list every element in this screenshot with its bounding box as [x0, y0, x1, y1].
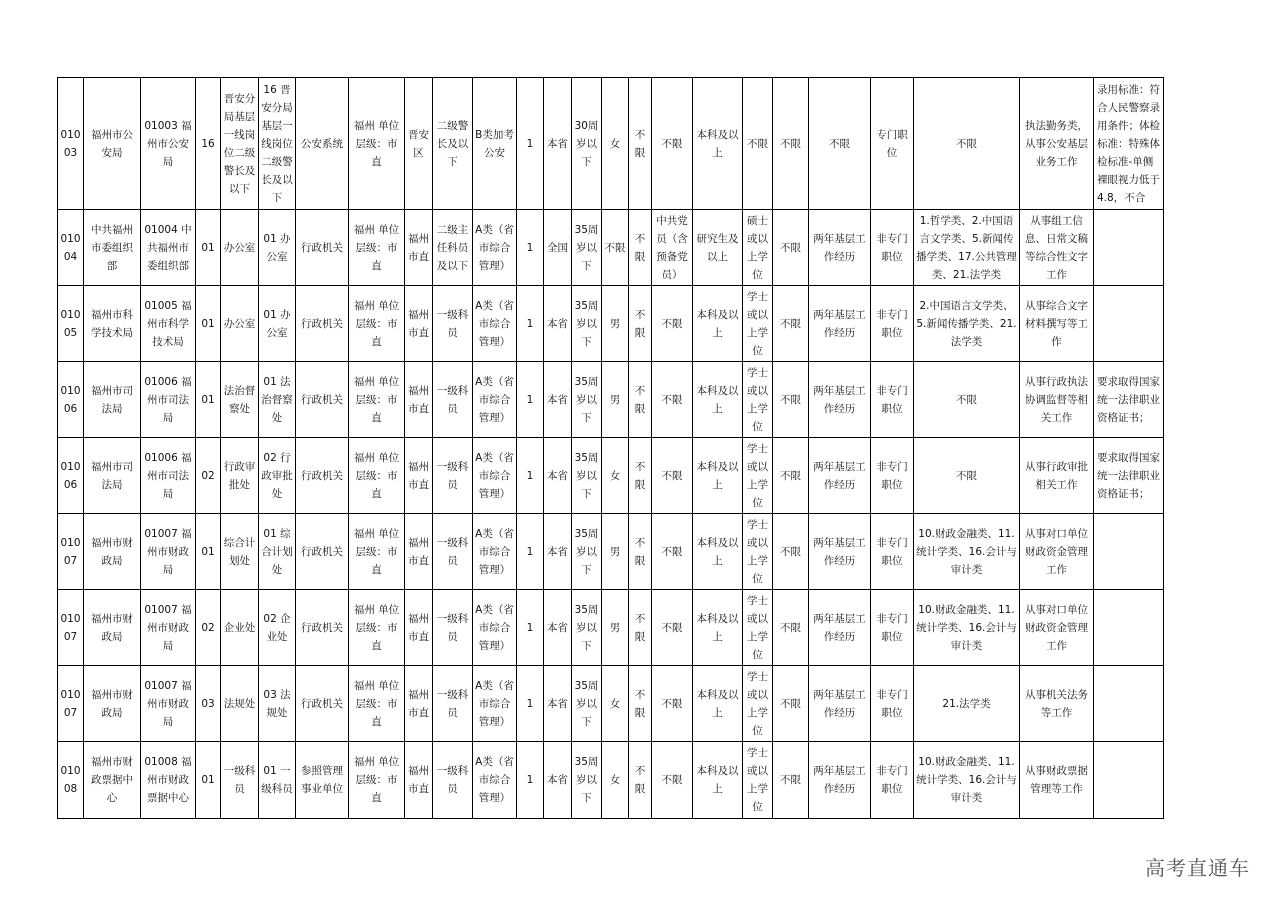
cell-work-location: 福州市直	[405, 514, 433, 590]
cell-ethnicity: 不限	[629, 438, 652, 514]
cell-code: 01005	[58, 286, 84, 362]
table-row	[58, 742, 1164, 819]
cell-headcount: 1	[517, 666, 544, 742]
cell-gender: 女	[602, 438, 629, 514]
cell-household: 本省	[544, 666, 572, 742]
cell-headcount: 1	[517, 742, 544, 819]
cell-headcount: 1	[517, 438, 544, 514]
cell-work-location: 福州市直	[405, 210, 433, 286]
cell-unit-level: 福州 单位层级：市直	[349, 590, 405, 666]
cell-position-name: 综合计划处	[221, 514, 259, 590]
cell-position-no: 02	[196, 438, 221, 514]
cell-remarks	[1094, 742, 1164, 819]
cell-gender: 女	[602, 78, 629, 210]
table-body	[58, 78, 1164, 819]
cell-position-code-name: 01 综合计划处	[259, 514, 296, 590]
cell-work-location: 福州市直	[405, 286, 433, 362]
cell-unit-level: 福州 单位层级：市直	[349, 438, 405, 514]
cell-position-no: 03	[196, 666, 221, 742]
cell-gender: 男	[602, 362, 629, 438]
cell-gender: 女	[602, 742, 629, 819]
cell-position-no: 01	[196, 514, 221, 590]
cell-work-location: 福州市直	[405, 438, 433, 514]
cell-degree: 学士或以上学位	[743, 514, 773, 590]
cell-experience: 两年基层工作经历	[809, 362, 871, 438]
cell-ethnicity: 不限	[629, 742, 652, 819]
cell-household: 本省	[544, 742, 572, 819]
cell-unit-level: 福州 单位层级：市直	[349, 666, 405, 742]
cell-unit-type: 行政机关	[296, 438, 349, 514]
cell-position-type: 非专门职位	[871, 286, 914, 362]
cell-rank: 一级科员	[433, 666, 473, 742]
cell-experience: 两年基层工作经历	[809, 666, 871, 742]
cell-major: 10.财政金融类、11.统计学类、16.会计与审计类	[914, 590, 1020, 666]
cell-exam-category: A类（省市综合管理）	[473, 514, 517, 590]
cell-exam-category: A类（省市综合管理）	[473, 210, 517, 286]
cell-code: 01004	[58, 210, 84, 286]
cell-education: 本科及以上	[693, 590, 743, 666]
cell-position-code-name: 02 企业处	[259, 590, 296, 666]
cell-gender: 男	[602, 590, 629, 666]
cell-graduate-type: 不限	[773, 590, 809, 666]
cell-ethnicity: 不限	[629, 286, 652, 362]
cell-exam-category: B类加考公安	[473, 78, 517, 210]
cell-position-name: 企业处	[221, 590, 259, 666]
cell-household: 本省	[544, 362, 572, 438]
cell-political-status: 不限	[652, 362, 693, 438]
cell-major: 10.财政金融类、11.统计学类、16.会计与审计类	[914, 514, 1020, 590]
cell-major: 10.财政金融类、11.统计学类、16.会计与审计类	[914, 742, 1020, 819]
cell-job-description: 从事对口单位财政资金管理工作	[1020, 590, 1094, 666]
cell-work-location: 晋安区	[405, 78, 433, 210]
cell-code: 01008	[58, 742, 84, 819]
cell-exam-category: A类（省市综合管理）	[473, 666, 517, 742]
cell-code: 01006	[58, 438, 84, 514]
cell-job-description: 从事行政审批相关工作	[1020, 438, 1094, 514]
cell-exam-category: A类（省市综合管理）	[473, 742, 517, 819]
cell-job-description: 从事财政票据管理等工作	[1020, 742, 1094, 819]
cell-gender: 不限	[602, 210, 629, 286]
cell-ethnicity: 不限	[629, 590, 652, 666]
cell-position-code-name: 02 行政审批处	[259, 438, 296, 514]
cell-position-name: 办公室	[221, 210, 259, 286]
cell-degree: 硕士或以上学位	[743, 210, 773, 286]
cell-graduate-type: 不限	[773, 78, 809, 210]
cell-unit-code-name: 01003 福州市公安局	[141, 78, 196, 210]
cell-political-status: 不限	[652, 286, 693, 362]
cell-major: 不限	[914, 438, 1020, 514]
cell-unit-level: 福州 单位层级：市直	[349, 742, 405, 819]
cell-age: 35周岁以下	[572, 362, 602, 438]
cell-education: 研究生及以上	[693, 210, 743, 286]
table-row	[58, 78, 1164, 210]
cell-rank: 二级主任科员及以下	[433, 210, 473, 286]
cell-job-description: 从事机关法务等工作	[1020, 666, 1094, 742]
cell-major: 2.中国语言文学类、5.新闻传播学类、21.法学类	[914, 286, 1020, 362]
cell-position-no: 02	[196, 590, 221, 666]
cell-unit-name: 福州市公安局	[84, 78, 141, 210]
cell-unit-level: 福州 单位层级：市直	[349, 78, 405, 210]
cell-ethnicity: 不限	[629, 362, 652, 438]
cell-household: 本省	[544, 438, 572, 514]
table-row	[58, 286, 1164, 362]
cell-job-description: 执法勤务类，从事公安基层业务工作	[1020, 78, 1094, 210]
cell-position-code-name: 01 法治督察处	[259, 362, 296, 438]
watermark: 高考直通车	[1145, 856, 1250, 880]
cell-exam-category: A类（省市综合管理）	[473, 590, 517, 666]
cell-political-status: 不限	[652, 742, 693, 819]
cell-unit-name: 福州市财政局	[84, 590, 141, 666]
cell-degree: 学士或以上学位	[743, 742, 773, 819]
cell-position-type: 非专门职位	[871, 514, 914, 590]
cell-rank: 一级科员	[433, 286, 473, 362]
cell-experience: 两年基层工作经历	[809, 210, 871, 286]
cell-position-type: 专门职位	[871, 78, 914, 210]
cell-unit-type: 行政机关	[296, 514, 349, 590]
cell-unit-type: 行政机关	[296, 590, 349, 666]
cell-headcount: 1	[517, 210, 544, 286]
cell-education: 本科及以上	[693, 666, 743, 742]
table-row	[58, 210, 1164, 286]
cell-unit-code-name: 01006 福州市司法局	[141, 362, 196, 438]
cell-rank: 一级科员	[433, 742, 473, 819]
cell-graduate-type: 不限	[773, 210, 809, 286]
cell-political-status: 不限	[652, 514, 693, 590]
cell-graduate-type: 不限	[773, 514, 809, 590]
table-row	[58, 590, 1164, 666]
cell-degree: 学士或以上学位	[743, 362, 773, 438]
cell-experience: 两年基层工作经历	[809, 742, 871, 819]
cell-rank: 一级科员	[433, 438, 473, 514]
cell-code: 01007	[58, 666, 84, 742]
cell-work-location: 福州市直	[405, 666, 433, 742]
cell-age: 35周岁以下	[572, 742, 602, 819]
cell-unit-name: 中共福州市委组织部	[84, 210, 141, 286]
cell-unit-name: 福州市财政局	[84, 514, 141, 590]
cell-age: 30周岁以下	[572, 78, 602, 210]
cell-unit-name: 福州市科学技术局	[84, 286, 141, 362]
cell-rank: 一级科员	[433, 514, 473, 590]
cell-degree: 不限	[743, 78, 773, 210]
cell-code: 01007	[58, 590, 84, 666]
cell-political-status: 不限	[652, 438, 693, 514]
cell-remarks: 要求取得国家统一法律职业资格证书；	[1094, 438, 1164, 514]
cell-major: 21.法学类	[914, 666, 1020, 742]
table-row	[58, 362, 1164, 438]
cell-age: 35周岁以下	[572, 286, 602, 362]
cell-ethnicity: 不限	[629, 210, 652, 286]
cell-experience: 两年基层工作经历	[809, 590, 871, 666]
cell-remarks	[1094, 514, 1164, 590]
cell-code: 01007	[58, 514, 84, 590]
cell-position-code-name: 01 办公室	[259, 286, 296, 362]
table-row	[58, 666, 1164, 742]
cell-job-description: 从事对口单位财政资金管理工作	[1020, 514, 1094, 590]
cell-age: 35周岁以下	[572, 666, 602, 742]
recruitment-table	[57, 77, 1164, 819]
cell-ethnicity: 不限	[629, 78, 652, 210]
cell-position-name: 法规处	[221, 666, 259, 742]
cell-headcount: 1	[517, 514, 544, 590]
table-row	[58, 514, 1164, 590]
cell-work-location: 福州市直	[405, 742, 433, 819]
cell-unit-code-name: 01006 福州市司法局	[141, 438, 196, 514]
cell-political-status: 不限	[652, 666, 693, 742]
cell-work-location: 福州市直	[405, 590, 433, 666]
cell-position-type: 非专门职位	[871, 590, 914, 666]
cell-age: 35周岁以下	[572, 514, 602, 590]
cell-remarks	[1094, 666, 1164, 742]
cell-position-code-name: 01 一级科员	[259, 742, 296, 819]
cell-household: 本省	[544, 286, 572, 362]
cell-position-name: 法治督察处	[221, 362, 259, 438]
cell-education: 本科及以上	[693, 514, 743, 590]
cell-unit-type: 行政机关	[296, 210, 349, 286]
cell-graduate-type: 不限	[773, 438, 809, 514]
cell-unit-code-name: 01008 福州市财政票据中心	[141, 742, 196, 819]
cell-remarks: 要求取得国家统一法律职业资格证书；	[1094, 362, 1164, 438]
cell-graduate-type: 不限	[773, 362, 809, 438]
cell-degree: 学士或以上学位	[743, 590, 773, 666]
cell-degree: 学士或以上学位	[743, 666, 773, 742]
cell-age: 35周岁以下	[572, 438, 602, 514]
cell-remarks	[1094, 210, 1164, 286]
cell-ethnicity: 不限	[629, 666, 652, 742]
cell-position-no: 01	[196, 742, 221, 819]
cell-ethnicity: 不限	[629, 514, 652, 590]
cell-education: 本科及以上	[693, 286, 743, 362]
cell-position-no: 01	[196, 286, 221, 362]
cell-code: 01003	[58, 78, 84, 210]
cell-unit-name: 福州市财政局	[84, 666, 141, 742]
cell-political-status: 中共党员（含预备党员）	[652, 210, 693, 286]
cell-unit-type: 行政机关	[296, 666, 349, 742]
cell-headcount: 1	[517, 78, 544, 210]
cell-household: 本省	[544, 514, 572, 590]
cell-unit-type: 参照管理事业单位	[296, 742, 349, 819]
table-row	[58, 438, 1164, 514]
cell-unit-type: 公安系统	[296, 78, 349, 210]
cell-position-no: 16	[196, 78, 221, 210]
cell-position-type: 非专门职位	[871, 666, 914, 742]
cell-age: 35周岁以下	[572, 590, 602, 666]
cell-remarks: 录用标准：符合人民警察录用条件；体检标准：特殊体检标准-单侧裸眼视力低于4.8，不合	[1094, 78, 1164, 210]
cell-exam-category: A类（省市综合管理）	[473, 438, 517, 514]
cell-major: 不限	[914, 78, 1020, 210]
cell-code: 01006	[58, 362, 84, 438]
cell-household: 全国	[544, 210, 572, 286]
cell-headcount: 1	[517, 362, 544, 438]
cell-position-no: 01	[196, 362, 221, 438]
cell-political-status: 不限	[652, 590, 693, 666]
cell-position-type: 非专门职位	[871, 438, 914, 514]
cell-experience: 两年基层工作经历	[809, 286, 871, 362]
cell-graduate-type: 不限	[773, 742, 809, 819]
cell-rank: 二级警长及以下	[433, 78, 473, 210]
cell-household: 本省	[544, 590, 572, 666]
cell-rank: 一级科员	[433, 362, 473, 438]
cell-position-code-name: 01 办公室	[259, 210, 296, 286]
cell-job-description: 从事组工信息、日常文稿等综合性文字工作	[1020, 210, 1094, 286]
cell-position-type: 非专门职位	[871, 742, 914, 819]
cell-gender: 女	[602, 666, 629, 742]
cell-unit-level: 福州 单位层级：市直	[349, 362, 405, 438]
cell-job-description: 从事综合文字材料撰写等工作	[1020, 286, 1094, 362]
cell-exam-category: A类（省市综合管理）	[473, 362, 517, 438]
cell-unit-code-name: 01005 福州市科学技术局	[141, 286, 196, 362]
cell-unit-code-name: 01007 福州市财政局	[141, 590, 196, 666]
cell-unit-name: 福州市司法局	[84, 438, 141, 514]
cell-work-location: 福州市直	[405, 362, 433, 438]
cell-position-name: 办公室	[221, 286, 259, 362]
cell-unit-name: 福州市司法局	[84, 362, 141, 438]
cell-major: 不限	[914, 362, 1020, 438]
cell-experience: 两年基层工作经历	[809, 514, 871, 590]
cell-remarks	[1094, 590, 1164, 666]
cell-graduate-type: 不限	[773, 286, 809, 362]
recruitment-table-container	[57, 77, 1164, 819]
cell-unit-type: 行政机关	[296, 286, 349, 362]
cell-experience: 不限	[809, 78, 871, 210]
cell-remarks	[1094, 286, 1164, 362]
cell-education: 本科及以上	[693, 362, 743, 438]
cell-degree: 学士或以上学位	[743, 438, 773, 514]
cell-household: 本省	[544, 78, 572, 210]
cell-headcount: 1	[517, 590, 544, 666]
cell-experience: 两年基层工作经历	[809, 438, 871, 514]
cell-position-name: 一级科员	[221, 742, 259, 819]
cell-position-name: 行政审批处	[221, 438, 259, 514]
cell-position-type: 非专门职位	[871, 210, 914, 286]
cell-unit-type: 行政机关	[296, 362, 349, 438]
cell-major: 1.哲学类、2.中国语言文学类、5.新闻传播学类、17.公共管理类、21.法学类	[914, 210, 1020, 286]
cell-unit-code-name: 01004 中共福州市委组织部	[141, 210, 196, 286]
cell-graduate-type: 不限	[773, 666, 809, 742]
cell-education: 本科及以上	[693, 78, 743, 210]
cell-gender: 男	[602, 514, 629, 590]
cell-unit-level: 福州 单位层级：市直	[349, 286, 405, 362]
cell-job-description: 从事行政执法协调监督等相关工作	[1020, 362, 1094, 438]
cell-gender: 男	[602, 286, 629, 362]
cell-unit-level: 福州 单位层级：市直	[349, 210, 405, 286]
cell-education: 本科及以上	[693, 742, 743, 819]
cell-position-name: 晋安分局基层一线岗位二级警长及以下	[221, 78, 259, 210]
cell-education: 本科及以上	[693, 438, 743, 514]
cell-unit-name: 福州市财政票据中心	[84, 742, 141, 819]
cell-exam-category: A类（省市综合管理）	[473, 286, 517, 362]
cell-unit-level: 福州 单位层级：市直	[349, 514, 405, 590]
cell-rank: 一级科员	[433, 590, 473, 666]
cell-position-code-name: 03 法规处	[259, 666, 296, 742]
cell-degree: 学士或以上学位	[743, 286, 773, 362]
cell-political-status: 不限	[652, 78, 693, 210]
cell-age: 35周岁以下	[572, 210, 602, 286]
cell-position-type: 非专门职位	[871, 362, 914, 438]
cell-headcount: 1	[517, 286, 544, 362]
cell-unit-code-name: 01007 福州市财政局	[141, 514, 196, 590]
cell-position-code-name: 16 晋安分局基层一线岗位二级警长及以下	[259, 78, 296, 210]
cell-unit-code-name: 01007 福州市财政局	[141, 666, 196, 742]
cell-position-no: 01	[196, 210, 221, 286]
